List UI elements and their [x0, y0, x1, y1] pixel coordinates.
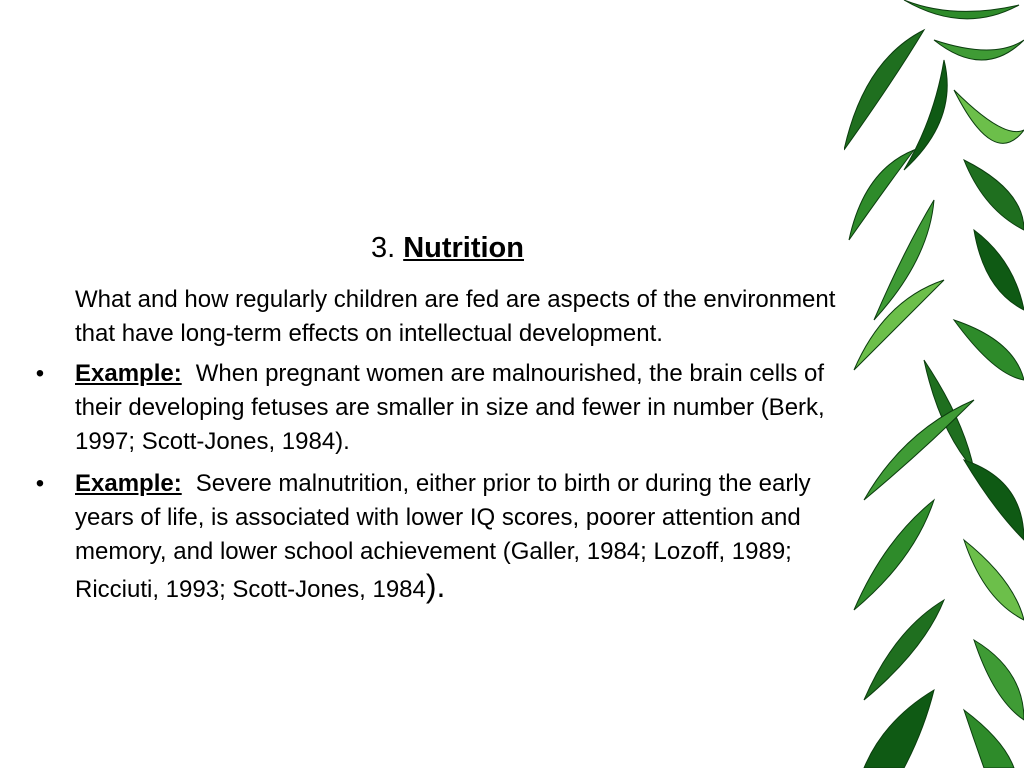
bamboo-leaves-icon	[844, 0, 1024, 768]
bullet-marker: •	[35, 470, 45, 497]
bullet-marker: •	[35, 360, 45, 387]
bullet-lead: Example:	[75, 470, 182, 497]
slide-title	[0, 228, 895, 268]
bullet-text: When pregnant women are malnourished, the brain cells of their developing fetuses are smaller in size and fewer in number (Berk, 1997; Scott-Jones, 1984).	[75, 360, 825, 455]
bullet-text: Severe malnutrition, either prior to birth or during the early years of life, is associated with lower IQ scores, poorer attention and memory, and lower school achievement (Galler, 1984; Lozoff, 1989; Ricciuti, 1993; Scott-Jones, 1984	[75, 470, 811, 603]
title-word: Nutrition	[403, 232, 524, 264]
bullet-lead: Example:	[75, 360, 182, 387]
bullet-item	[35, 467, 845, 607]
bullet-item	[35, 357, 845, 459]
slide-body	[35, 283, 845, 615]
bullet-tail: ).	[425, 568, 446, 604]
intro-paragraph: What and how regularly children are fed are aspects of the environment that have long-term effects on intellectual development.	[75, 286, 836, 347]
title-number: 3.	[371, 232, 396, 264]
